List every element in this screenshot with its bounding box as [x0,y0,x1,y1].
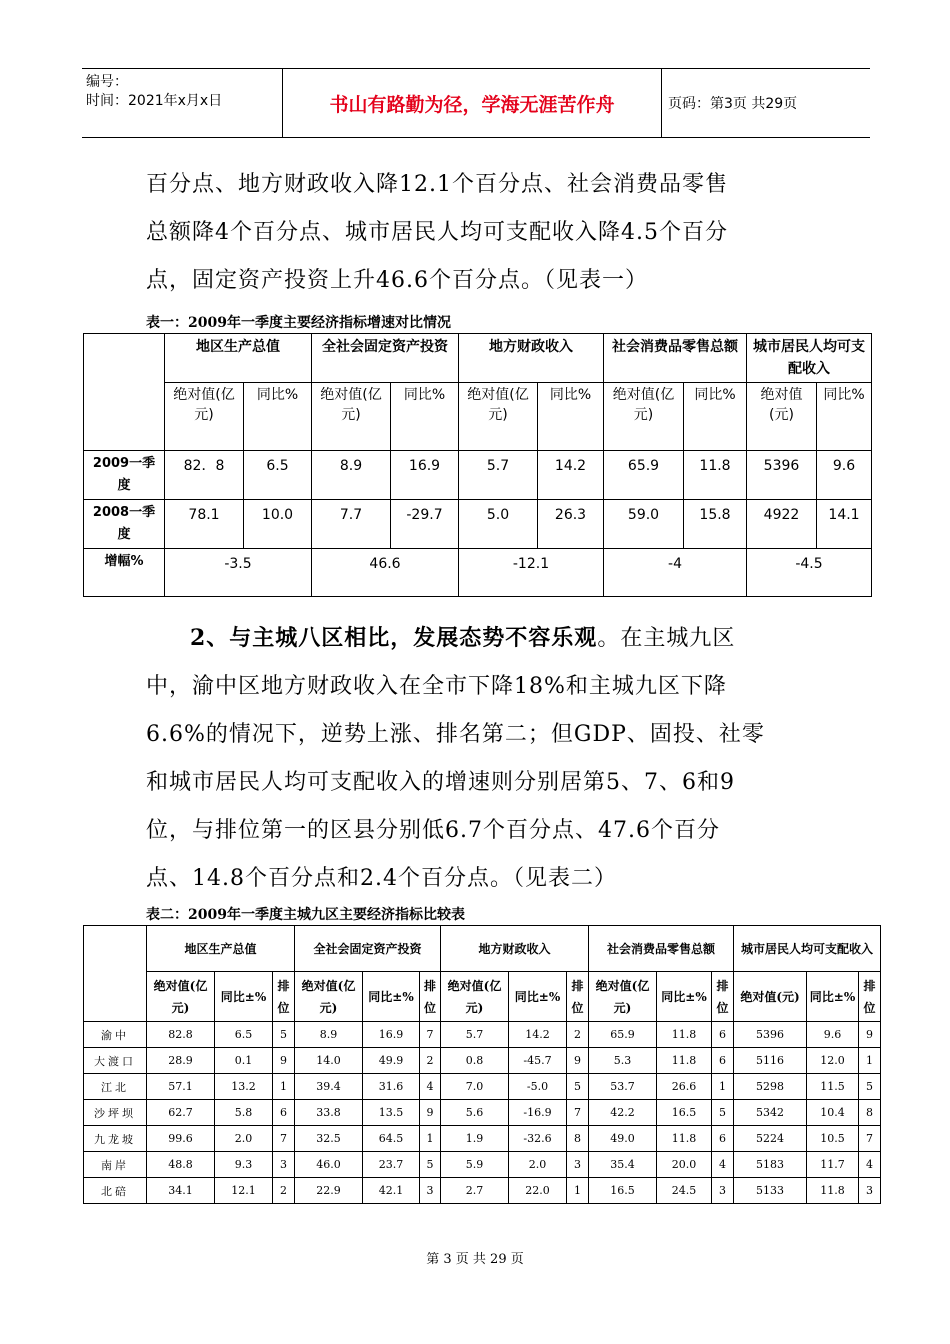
district-rows [84,1022,881,1204]
table-cell: 4 [712,1152,734,1178]
table-subheader: 同比±% [215,972,273,1022]
row-label: 增幅% [84,549,165,597]
table-cell: 11.7 [807,1152,859,1178]
table-cell: 4 [859,1152,881,1178]
table-group-header: 全社会固定资产投资 [295,926,441,972]
table-row-change [84,549,872,597]
paragraph-2 [146,614,826,903]
table-cell: 1 [420,1126,441,1152]
table-cell: 49.0 [589,1126,657,1152]
table-cell: 6 [712,1022,734,1048]
paragraph-line: 位，与排位第一的区县分别低6.7个百分点、47.6个百分 [146,818,720,843]
table-corner [84,334,165,451]
table-cell: -12.1 [459,549,604,597]
table-cell: 13.2 [215,1074,273,1100]
table-cell: 11.8 [657,1126,712,1152]
table-cell: 5.7 [459,451,538,500]
table-cell: 20.0 [657,1152,712,1178]
table-cell: 14.2 [538,451,604,500]
table-subheader: 绝对值(亿元) [295,972,363,1022]
table-cell: 3 [567,1152,589,1178]
table-cell: 5342 [734,1100,807,1126]
table-cell: 31.6 [363,1074,420,1100]
row-label: 2009一季度 [84,451,165,500]
table-cell: 1 [712,1074,734,1100]
header-motto: 书山有路勤为径，学海无涯苦作舟 [282,69,662,137]
table-cell: 7 [859,1126,881,1152]
table-cell: 10.4 [807,1100,859,1126]
table-cell: 59.0 [604,500,684,549]
table-cell: 5.6 [441,1100,509,1126]
table-cell: 53.7 [589,1074,657,1100]
table-cell: 9 [420,1100,441,1126]
table-row [84,1048,881,1074]
table-cell: 16.5 [657,1100,712,1126]
paragraph-lead: 2、与主城八区相比，发展态势不容乐观 [190,625,598,651]
table-group-header: 地区生产总值 [165,334,312,383]
table-subheader: 绝对值(亿元) [589,972,657,1022]
table-cell: 35.4 [589,1152,657,1178]
table-cell: 9 [273,1048,295,1074]
table-subheader: 同比% [684,383,747,451]
paragraph-line: 点、14.8个百分点和2.4个百分点。（见表二） [146,866,617,891]
document-number: 编号： [86,74,128,90]
table-subheader: 排位 [420,972,441,1022]
row-label: 2008一季度 [84,500,165,549]
district-name: 沙坪坝 [84,1100,147,1126]
table-subheader: 排位 [567,972,589,1022]
table-cell: 2 [567,1022,589,1048]
table-cell: 6 [712,1048,734,1074]
table-group-header: 社会消费品零售总额 [589,926,734,972]
table-cell: 5396 [734,1022,807,1048]
table-cell: 10.5 [807,1126,859,1152]
table-subheader: 绝对值(元) [747,383,817,451]
table1-caption: 表一：2009年一季度主要经济指标增速对比情况 [146,315,451,331]
table-cell: 11.8 [657,1022,712,1048]
table-cell: 11.5 [807,1074,859,1100]
table-cell: 9.3 [215,1152,273,1178]
table-row [84,451,872,500]
table-subheader: 绝对值(亿元) [147,972,215,1022]
table-cell: 42.2 [589,1100,657,1126]
table-cell: 16.5 [589,1178,657,1204]
table-subheader: 绝对值(亿元) [459,383,538,451]
table-group-header: 地区生产总值 [147,926,295,972]
table-subheader: 同比% [538,383,604,451]
district-name: 北碚 [84,1178,147,1204]
table-cell: 82．8 [165,451,244,500]
table-cell: 49.9 [363,1048,420,1074]
table-row [84,1152,881,1178]
table-subheader: 绝对值(亿元) [441,972,509,1022]
header-page-number: 页码：第3页 共29页 [668,96,798,112]
table-row [84,1100,881,1126]
table-cell: 46.6 [312,549,459,597]
table-cell: 9 [859,1022,881,1048]
page-header [82,68,870,138]
district-comparison-table [83,925,881,1204]
table-cell: -16.9 [509,1100,567,1126]
table-cell: 5.0 [459,500,538,549]
table-cell: 5 [420,1152,441,1178]
table-group-header: 地方财政收入 [459,334,604,383]
table-cell: 3 [420,1178,441,1204]
table-cell: 4 [420,1074,441,1100]
table-cell: 7 [273,1126,295,1152]
paragraph-1 [146,166,826,300]
table-cell: 8 [567,1126,589,1152]
table-subheader: 绝对值(亿元) [165,383,244,451]
table-subheader: 排位 [712,972,734,1022]
table-cell: 14.0 [295,1048,363,1074]
table-group-header: 地方财政收入 [441,926,589,972]
table-cell: 2.7 [441,1178,509,1204]
table-subheader: 同比±% [509,972,567,1022]
table-cell: 9.6 [817,451,872,500]
table-cell: 28.9 [147,1048,215,1074]
table-cell: 11.8 [657,1048,712,1074]
table-cell: 42.1 [363,1178,420,1204]
table-cell: 5298 [734,1074,807,1100]
table-cell: 14.2 [509,1022,567,1048]
table-cell: 5.8 [215,1100,273,1126]
table-group-header: 全社会固定资产投资 [312,334,459,383]
table-cell: 22.0 [509,1178,567,1204]
table-corner [84,926,147,1022]
table-subheader: 同比±% [657,972,712,1022]
table-subheader: 绝对值(亿元) [604,383,684,451]
table-cell: 2 [273,1178,295,1204]
paragraph-line: 百分点、地方财政收入降12.1个百分点、社会消费品零售 [146,172,728,197]
table-cell: 7.0 [441,1074,509,1100]
table-cell: 8.9 [295,1022,363,1048]
table-cell: 3 [859,1178,881,1204]
table-cell: 99.6 [147,1126,215,1152]
table-subheader: 绝对值(亿元) [312,383,391,451]
table-cell: 26.6 [657,1074,712,1100]
table-group-header: 城市居民人均可支配收入 [747,334,872,383]
table-cell: -5.0 [509,1074,567,1100]
table-cell: 16.9 [391,451,459,500]
table-cell: 5224 [734,1126,807,1152]
table-cell: -4.5 [747,549,872,597]
table-cell: 5396 [747,451,817,500]
district-name: 南岸 [84,1152,147,1178]
table-cell: 6.5 [244,451,312,500]
table-group-header: 社会消费品零售总额 [604,334,747,383]
paragraph-line: 中，渝中区地方财政收入在全市下降18%和主城九区下降 [146,674,727,699]
table-cell: 2.0 [215,1126,273,1152]
table-cell: 26.3 [538,500,604,549]
table-cell: 6.5 [215,1022,273,1048]
table-cell: 64.5 [363,1126,420,1152]
table-cell: 46.0 [295,1152,363,1178]
table-cell: -32.6 [509,1126,567,1152]
district-name: 九龙坡 [84,1126,147,1152]
table-cell: 5 [273,1022,295,1048]
table-cell: 62.7 [147,1100,215,1126]
table-cell: 3 [273,1152,295,1178]
table-cell: 4922 [747,500,817,549]
table-cell: 5.3 [589,1048,657,1074]
table-cell: -3.5 [165,549,312,597]
table-cell: -4 [604,549,747,597]
table-cell: 7.7 [312,500,391,549]
table-cell: 1 [273,1074,295,1100]
indicator-comparison-table [83,333,872,597]
table-subheader: 同比% [244,383,312,451]
table-cell: 11.8 [807,1178,859,1204]
header-meta [86,73,222,111]
table-cell: 7 [567,1100,589,1126]
table-subheader: 绝对值(元) [734,972,807,1022]
table-cell: -29.7 [391,500,459,549]
table-cell: 34.1 [147,1178,215,1204]
table-cell: 9.6 [807,1022,859,1048]
paragraph-line: 和城市居民人均可支配收入的增速则分别居第5、7、6和9 [146,770,735,795]
table-cell: 33.8 [295,1100,363,1126]
table-cell: 22.9 [295,1178,363,1204]
table-cell: 8.9 [312,451,391,500]
table-cell: 57.1 [147,1074,215,1100]
table-subheader: 排位 [859,972,881,1022]
district-name: 江北 [84,1074,147,1100]
table-cell: 13.5 [363,1100,420,1126]
table-cell: 15.8 [684,500,747,549]
table-cell: 12.1 [215,1178,273,1204]
table-cell: 1 [859,1048,881,1074]
table-cell: 48.8 [147,1152,215,1178]
table-cell: 5133 [734,1178,807,1204]
table-cell: 24.5 [657,1178,712,1204]
paragraph-line: 总额降4个百分点、城市居民人均可支配收入降4.5个百分 [146,220,728,245]
table-cell: 5183 [734,1152,807,1178]
table-cell: 5116 [734,1048,807,1074]
table-cell: 10.0 [244,500,312,549]
table-subheader: 排位 [273,972,295,1022]
table-cell: 14.1 [817,500,872,549]
table-row [84,1178,881,1204]
table-cell: 8 [859,1100,881,1126]
paragraph-line: 点，固定资产投资上升46.6个百分点。（见表一） [146,268,648,293]
table-cell: 5 [712,1100,734,1126]
table-cell: 39.4 [295,1074,363,1100]
table-cell: 5 [567,1074,589,1100]
table-cell: 16.9 [363,1022,420,1048]
table-cell: 2 [420,1048,441,1074]
table-subheader: 同比±% [363,972,420,1022]
table-cell: 1.9 [441,1126,509,1152]
table-cell: -45.7 [509,1048,567,1074]
table-row [84,1022,881,1048]
table-cell: 0.8 [441,1048,509,1074]
table-cell: 5.9 [441,1152,509,1178]
table-cell: 65.9 [589,1022,657,1048]
table-row [84,1126,881,1152]
table-subheader: 同比±% [807,972,859,1022]
table2-caption: 表二：2009年一季度主城九区主要经济指标比较表 [146,907,465,923]
document-date: 时间：2021年x月x日 [86,93,223,109]
table-row [84,500,872,549]
table-cell: 7 [420,1022,441,1048]
table-group-header: 城市居民人均可支配收入 [734,926,881,972]
paragraph-line [146,614,826,663]
table-cell: 65.9 [604,451,684,500]
paragraph-lead-tail: 。在主城九区 [597,626,736,651]
table-cell: 6 [712,1126,734,1152]
table-cell: 78.1 [165,500,244,549]
table-cell: 11.8 [684,451,747,500]
table-cell: 12.0 [807,1048,859,1074]
table-cell: 0.1 [215,1048,273,1074]
table-cell: 5 [859,1074,881,1100]
table-cell: 32.5 [295,1126,363,1152]
district-name: 大渡口 [84,1048,147,1074]
paragraph-line: 6.6%的情况下，逆势上涨、排名第二；但GDP、固投、社零 [146,722,765,747]
table-cell: 3 [712,1178,734,1204]
district-name: 渝中 [84,1022,147,1048]
table-row [84,1074,881,1100]
table-cell: 82.8 [147,1022,215,1048]
table-subheader: 同比% [391,383,459,451]
table-cell: 2.0 [509,1152,567,1178]
table-cell: 9 [567,1048,589,1074]
table-subheader: 同比% [817,383,872,451]
table-cell: 1 [567,1178,589,1204]
table-cell: 6 [273,1100,295,1126]
page-footer: 第 3 页 共 29 页 [426,1252,524,1267]
table-cell: 5.7 [441,1022,509,1048]
table-cell: 23.7 [363,1152,420,1178]
